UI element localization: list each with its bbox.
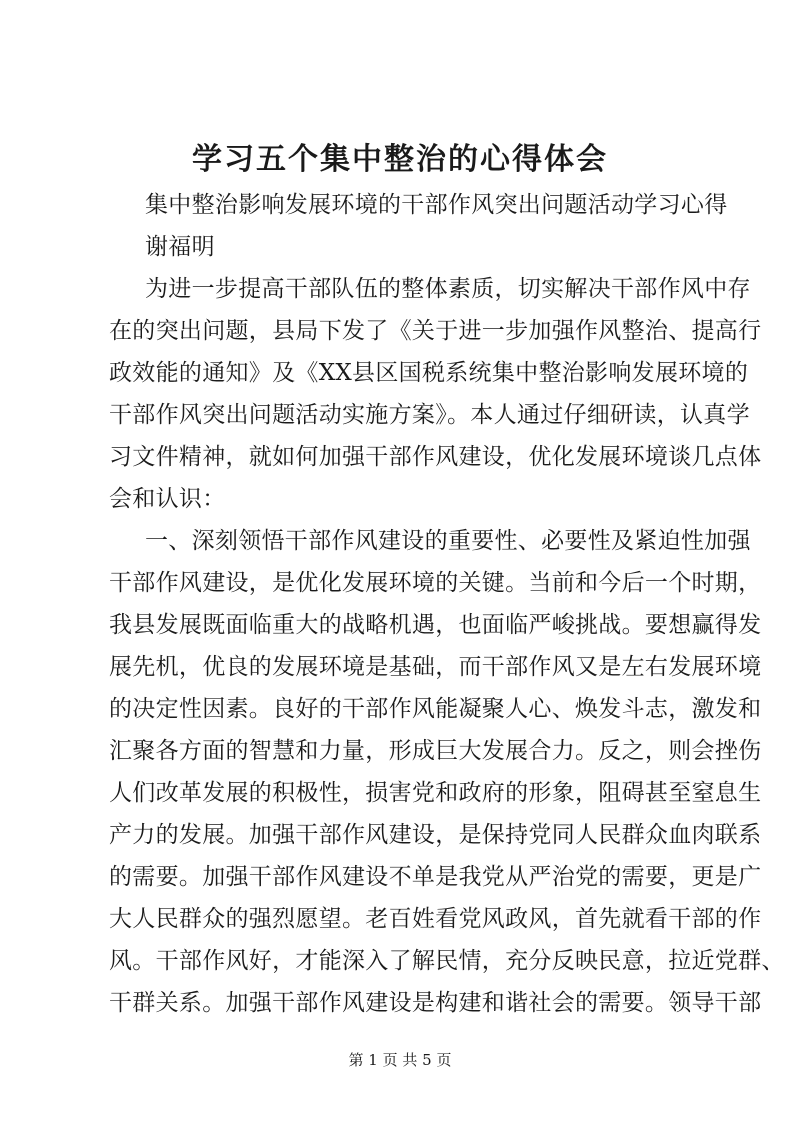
body-line: 习文件精神，就如何加强干部作风建设，优化发展环境谈几点体 <box>109 444 762 470</box>
body-line: 的需要。加强干部作风建设不单是我党从严治党的需要，更是广 <box>109 864 762 890</box>
body-line: 的决定性因素。良好的干部作风能凝聚人心、焕发斗志，激发和 <box>109 696 762 722</box>
document-author: 谢福明 <box>145 234 215 260</box>
body-line: 风。干部作风好，才能深入了解民情，充分反映民意，拉近党群、 <box>109 948 785 974</box>
body-line: 为进一步提高干部队伍的整体素质，切实解决干部作风中存 <box>145 276 751 302</box>
page-footer: 第 1 页 共 5 页 <box>348 1051 452 1069</box>
body-line: 我县发展既面临重大的战略机遇，也面临严峻挑战。要想赢得发 <box>109 612 762 638</box>
body-line: 在的突出问题，县局下发了《关于进一步加强作风整治、提高行 <box>109 318 762 344</box>
body-line: 产力的发展。加强干部作风建设，是保持党同人民群众血肉联系 <box>109 822 762 848</box>
body-line: 政效能的通知》及《XX县区国税系统集中整治影响发展环境的 <box>109 360 749 386</box>
body-line: 大人民群众的强烈愿望。老百姓看党风政风，首先就看干部的作 <box>109 906 762 932</box>
body-line: 汇聚各方面的智慧和力量，形成巨大发展合力。反之，则会挫伤 <box>109 738 762 764</box>
body-line: 干群关系。加强干部作风建设是构建和谐社会的需要。领导干部 <box>109 990 762 1016</box>
body-line: 干部作风建设，是优化发展环境的关键。当前和今后一个时期， <box>109 570 762 596</box>
body-line: 展先机，优良的发展环境是基础，而干部作风又是左右发展环境 <box>109 654 762 680</box>
document-subtitle: 集中整治影响发展环境的干部作风突出问题活动学习心得 <box>145 192 728 218</box>
document-title: 学习五个集中整治的心得体会 <box>192 142 608 177</box>
body-line: 会和认识： <box>109 486 226 512</box>
body-line: 人们改革发展的积极性，损害党和政府的形象，阻碍甚至窒息生 <box>109 780 762 806</box>
body-line: 一、深刻领悟干部作风建设的重要性、必要性及紧迫性加强 <box>145 528 751 554</box>
body-line: 干部作风突出问题活动实施方案》。本人通过仔细研读，认真学 <box>109 402 750 428</box>
